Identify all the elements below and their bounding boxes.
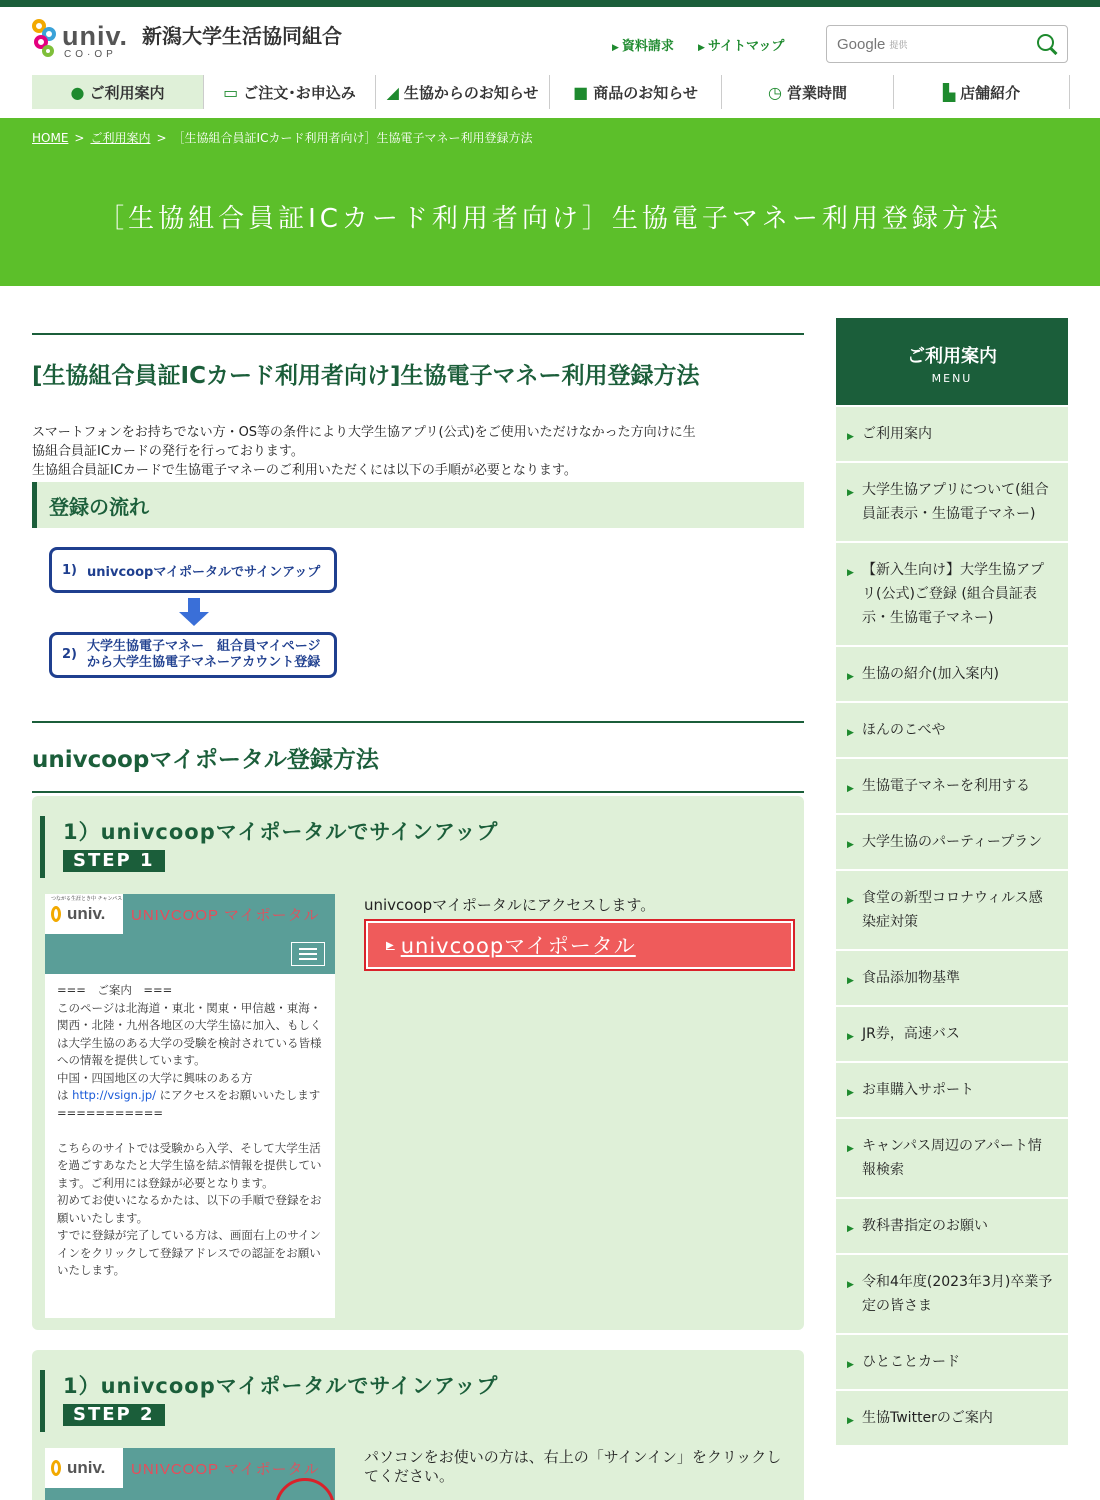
nav-item-stores[interactable] <box>894 75 1070 109</box>
megaphone-icon: ◢ <box>386 82 399 102</box>
nav-item-news[interactable] <box>376 75 550 109</box>
flow-step-1: 1) univcoopマイポータルでサインアップ <box>49 547 337 593</box>
portal-screenshot <box>45 894 335 1318</box>
sidebar-item-graduates[interactable]: ▶ 令和4年度(2023年3月)卒業予定の皆さま <box>836 1253 1068 1333</box>
logo-coop-text: CO·OP <box>64 48 117 60</box>
top-accent-bar <box>0 0 1100 7</box>
page-title: ［生協組合員証ICカード利用者向け］生協電子マネー利用登録方法 <box>98 204 1002 234</box>
flow-heading: 登録の流れ <box>32 482 804 528</box>
sitemap-link[interactable]: ▶ サイトマップ <box>698 35 785 54</box>
intro-text: スマートフォンをお持ちでない方・OS等の条件により大学生協アプリ(公式)をご使用いただけなかった方向けに生 協組合員証ICカードの発行を行っております。 生協組合員証ICカードで生協電子マネーのご利用いただくには以下の手順が必要となります。 <box>32 425 696 478</box>
highlight-circle-icon <box>275 1478 335 1500</box>
shot-title: UNIVCOOP マイポータル <box>131 1461 320 1478</box>
univcoop-portal-button[interactable]: ▶ univcoopマイポータル <box>364 919 795 971</box>
breadcrumb: HOME > ご利用案内 > ［生協組合員証ICカード利用者向け］生協電子マネー利用登録方法 <box>32 131 533 145</box>
sidebar-item-textbook[interactable]: ▶ 教科書指定のお願い <box>836 1197 1068 1253</box>
nav-item-guide[interactable] <box>32 75 204 109</box>
search-input[interactable] <box>826 25 1068 63</box>
breadcrumb-current: ［生協組合員証ICカード利用者向け］生協電子マネー利用登録方法 <box>172 131 533 145</box>
sidebar-item-twitter[interactable]: ▶ 生協Twitterのご案内 <box>836 1389 1068 1445</box>
sidebar-header: ご利用案内 MENU <box>836 318 1068 405</box>
shot-body: === ご案内 === このページは北海道・東北・関東・甲信越・東海・関西・北陸・九州各地区の大学生協に加入、もしくは大学生協のある大学の受験を検討されている皆様への情報を提供しています。 中国・四国地区の大学に興味のある方 は http://vsign.jp/ にアクセスをお願いいたします =========== こちらのサイトでは受験から入学、そして大学生活を過ごすあなたと大学生協を結ぶ情報を提供しています。ご利用には登録が必要となります。 初めてお使いになるかたは、以下の手順で登録をお願いいたします。 すでに登録が完了している方は、画面右上のサインインをクリックして登録アドレスでの認証をお願いいたします。 <box>57 983 322 1277</box>
step-badge: STEP 1 <box>63 850 165 872</box>
hamburger-menu-icon <box>291 942 325 966</box>
shot-title: UNIVCOOP マイポータル <box>131 907 320 924</box>
portal-screenshot <box>45 1448 335 1500</box>
google-label: Google <box>837 35 886 53</box>
step-description: univcoopマイポータルにアクセスします。 <box>364 896 656 914</box>
sidebar-item-party[interactable]: ▶ 大学生協のパーティープラン <box>836 813 1068 869</box>
breadcrumb-home-link[interactable]: HOME <box>32 131 69 145</box>
nav-label: 店舗紹介 <box>960 83 1021 102</box>
nav-item-hours[interactable] <box>722 75 894 109</box>
step-description: パソコンをお使いの方は、右上の「サインイン」をクリックしてください。 <box>364 1448 782 1485</box>
sidebar-item-covid[interactable]: ▶ 食堂の新型コロナウィルス感染症対策 <box>836 869 1068 949</box>
main-content <box>32 333 804 1485</box>
sidebar-item-honnokobeya[interactable]: ▶ ほんのこべや <box>836 701 1068 757</box>
sidebar-item-jr[interactable]: ▶ JR券，高速バス <box>836 1005 1068 1061</box>
nav-label: 生協からのお知らせ <box>403 83 539 102</box>
clock-icon: ◷ <box>768 82 782 102</box>
nav-item-order[interactable] <box>204 75 376 109</box>
step-badge: STEP 2 <box>63 1404 165 1426</box>
nav-label: ご注文･お申込み <box>243 83 356 102</box>
step-1-card <box>32 796 804 1330</box>
registration-flow-diagram <box>32 528 804 708</box>
coop-logo-icon <box>32 19 58 63</box>
breadcrumb-guide-link[interactable]: ご利用案内 <box>90 131 151 145</box>
step-title: 1）univcoopマイポータルでサインアップ <box>63 820 499 844</box>
nav-item-products[interactable] <box>550 75 722 109</box>
sidebar-item-comment-card[interactable]: ▶ ひとことカード <box>836 1333 1068 1389</box>
site-header <box>0 7 1100 75</box>
nav-label: 商品のお知らせ <box>593 83 698 102</box>
search-icon[interactable] <box>1037 34 1057 54</box>
monitor-icon: ▭ <box>223 82 239 102</box>
page-hero <box>0 118 1100 286</box>
portal-heading: univcoopマイポータル登録方法 <box>32 721 804 793</box>
site-name: 新潟大学生活協同組合 <box>142 23 343 48</box>
utility-links <box>612 35 784 54</box>
mini-coop-logo-icon: univ. <box>45 1448 123 1488</box>
sidebar-item-guide[interactable]: ▶ ご利用案内 <box>836 405 1068 461</box>
global-nav <box>32 75 1070 109</box>
nav-label: 営業時間 <box>786 83 847 102</box>
section-heading: [生協組合員証ICカード利用者向け]生協電子マネー利用登録方法 <box>32 333 804 403</box>
sidebar-item-freshman-app[interactable]: ▶ 【新入生向け】大学生協アプリ(公式)ご登録 (組合員証表示・生協電子マネー) <box>836 541 1068 645</box>
sidebar-item-apartment[interactable]: ▶ キャンパス周辺のアパート情報検索 <box>836 1117 1068 1197</box>
provided-label: 提供 <box>889 40 908 51</box>
sidebar-item-additives[interactable]: ▶ 食品添加物基準 <box>836 949 1068 1005</box>
sidebar-item-app[interactable]: ▶ 大学生協アプリについて(組合員証表示・生協電子マネー) <box>836 461 1068 541</box>
speech-bubble-icon: ● <box>70 82 85 102</box>
step-2-card <box>32 1350 804 1500</box>
flow-arrow-down-icon <box>179 598 209 626</box>
bag-icon: ■ <box>573 82 589 102</box>
store-icon: ▙ <box>942 82 956 102</box>
flow-step-2: 2) 大学生協電子マネー 組合員マイページ から大学生協電子マネーアカウント登録 <box>49 632 337 678</box>
site-logo[interactable] <box>32 19 342 63</box>
sidebar-item-car[interactable]: ▶ お車購入サポート <box>836 1061 1068 1117</box>
logo-univ-text: univ. <box>62 20 129 51</box>
step-title: 1）univcoopマイポータルでサインアップ <box>63 1374 499 1398</box>
sidebar-item-about[interactable]: ▶ 生協の紹介(加入案内) <box>836 645 1068 701</box>
sidebar-menu <box>836 318 1068 1445</box>
mini-coop-logo-icon: つながる生涯とき中 チャンパス univ. <box>45 894 123 934</box>
nav-label: ご利用案内 <box>89 83 165 102</box>
request-materials-link[interactable]: ▶ 資料請求 <box>612 35 674 54</box>
sidebar-item-emoney[interactable]: ▶ 生協電子マネーを利用する <box>836 757 1068 813</box>
